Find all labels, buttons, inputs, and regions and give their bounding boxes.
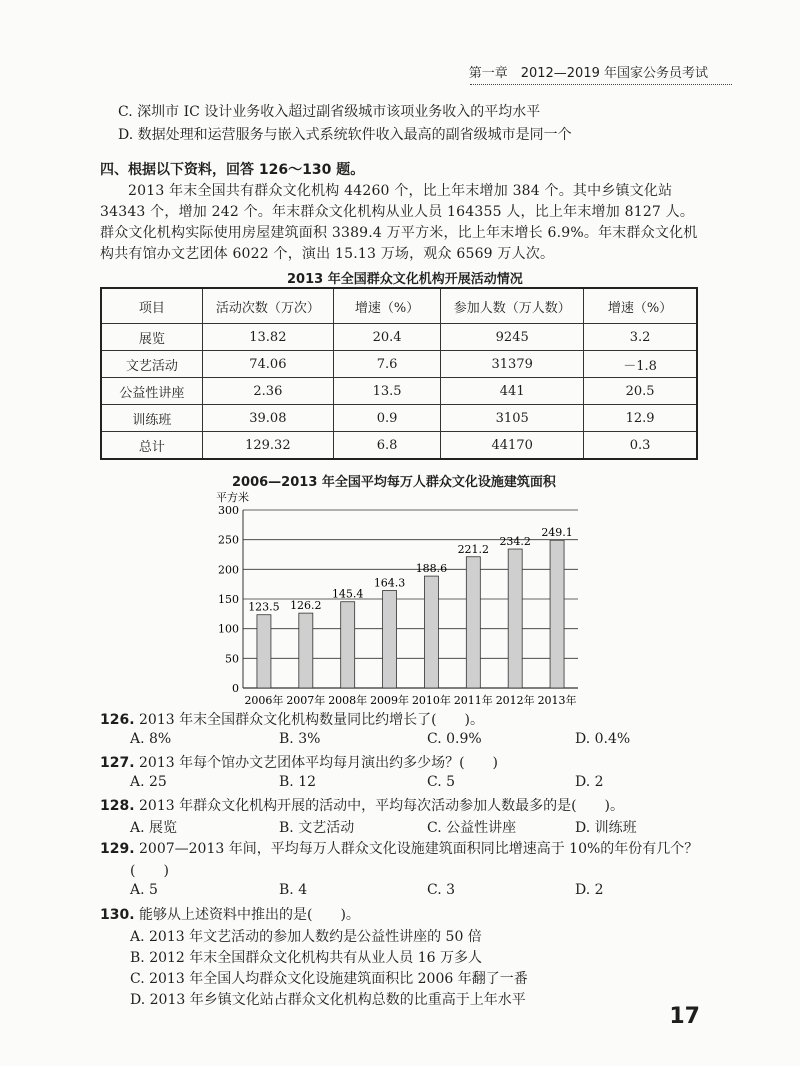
col-header-count-growth: 增速（%）: [333, 288, 440, 324]
table-cell: 13.5: [333, 378, 440, 405]
x-tick-label: 2010年: [411, 694, 451, 707]
table-cell: 训练班: [101, 405, 202, 432]
table-cell: 74.06: [202, 351, 333, 378]
question-130: [100, 904, 360, 924]
bar: [508, 549, 522, 688]
question-129: [100, 838, 698, 858]
y-tick-label: 50: [225, 652, 239, 666]
question-number: 128.: [100, 798, 135, 814]
table-caption: 2013 年全国群众文化机构开展活动情况: [287, 272, 523, 287]
table-cell: 44170: [441, 432, 584, 460]
y-tick-label: 300: [218, 504, 239, 517]
question-text: 2007—2013 年间，平均每万人群众文化设施建筑面积同比增速高于 10%的年份有几个？: [139, 841, 699, 857]
table-row: [101, 405, 697, 432]
data-label: 164.3: [373, 576, 406, 590]
option-a: A. 5: [130, 882, 158, 898]
table-cell: 总计: [101, 432, 202, 460]
col-header-participants-growth: 增速（%）: [584, 288, 697, 324]
question-text: 2013 年群众文化机构开展的活动中，平均每次活动参加人数最多的是( )。: [139, 798, 625, 814]
col-header-item: 项目: [101, 288, 202, 324]
activity-table: [100, 287, 698, 460]
question-text: 2013 年末全国群众文化机构数量同比约增长了( )。: [139, 712, 485, 728]
x-tick-label: 2007年: [286, 694, 326, 707]
table-cell: 3105: [441, 405, 584, 432]
x-tick-label: 2013年: [537, 694, 577, 707]
option-d: D. 2: [575, 774, 604, 790]
table-cell: 129.32: [202, 432, 333, 460]
option-a: A. 2013 年文艺活动的参加人数约是公益性讲座的 50 倍: [130, 929, 482, 945]
option-a: A. 8%: [130, 731, 172, 747]
table-cell: 2.36: [202, 378, 333, 405]
option-c: C. 公益性讲座: [427, 820, 517, 836]
question-text: 2013 年每个馆办文艺团体平均每月演出约多少场？( ): [139, 755, 499, 771]
option-d: D. 2013 年乡镇文化站占群众文化机构总数的比重高于上年水平: [130, 992, 526, 1008]
option-d: D. 0.4%: [575, 731, 631, 747]
option-c: C. 0.9%: [427, 731, 482, 747]
table-cell: 公益性讲座: [101, 378, 202, 405]
option-c: C. 3: [427, 882, 456, 898]
option-b: B. 12: [279, 774, 317, 790]
table-row: [101, 378, 697, 405]
bar: [424, 576, 438, 688]
data-label: 145.4: [331, 587, 364, 601]
header-divider: [470, 84, 732, 85]
table-cell: 31379: [441, 351, 584, 378]
option-b: B. 2012 年末全国群众文化机构共有从业人员 16 万多人: [130, 950, 482, 966]
question-128: [100, 795, 624, 815]
table-cell: 9245: [441, 324, 584, 351]
table-cell: 文艺活动: [101, 351, 202, 378]
option-b: B. 3%: [279, 731, 321, 747]
question-127: [100, 752, 498, 772]
table-cell: 12.9: [584, 405, 697, 432]
question-answer-blank: ( ): [130, 863, 169, 879]
y-tick-label: 250: [218, 533, 239, 547]
table-cell: 3.2: [584, 324, 697, 351]
question-126: [100, 709, 484, 729]
bar: [383, 591, 397, 688]
area-bar-chart: [0, 488, 800, 708]
data-label: 126.2: [290, 599, 322, 613]
table-cell: 6.8: [333, 432, 440, 460]
bar: [466, 557, 480, 688]
table-row: [101, 324, 697, 351]
col-header-participants: 参加人数（万人数）: [441, 288, 584, 324]
table-cell: 39.08: [202, 405, 333, 432]
table-cell: 20.5: [584, 378, 697, 405]
question-text: 能够从上述资料中推出的是( )。: [139, 907, 360, 923]
table-cell: 0.3: [584, 432, 697, 460]
x-tick-label: 2009年: [370, 694, 410, 707]
chart-title: 2006—2013 年全国平均每万人群众文化设施建筑面积: [232, 475, 556, 490]
data-label: 234.2: [499, 535, 531, 549]
table-header-row: [101, 288, 697, 324]
question-number: 129.: [100, 841, 135, 857]
data-label: 249.1: [541, 526, 573, 540]
bar: [257, 615, 271, 688]
y-tick-label: 100: [218, 622, 239, 636]
prev-option-d: D. 数据处理和运营服务与嵌入式系统软件收入最高的副省级城市是同一个: [118, 127, 572, 143]
chart-ylabel: 平方米: [216, 491, 249, 504]
page-number: 17: [669, 1004, 700, 1029]
y-tick-label: 0: [232, 682, 239, 695]
section-paragraph: 2013 年末全国共有群众文化机构 44260 个，比上年末增加 384 个。其中乡镇文化站 34343 个，增加 242 个。年末群众文化机构从业人员 164355 人，比上年末增加 8127 人。群众文化机构实际使用房屋建筑面积 3389.4 万平方米，比上年末增长 6.9%。年末群众文化机构共有馆办文艺团体 6022 个，演出 15.13 万场，观众 6569 万人次。: [100, 183, 698, 262]
option-d: D. 2: [575, 882, 604, 898]
table-cell: 展览: [101, 324, 202, 351]
col-header-count: 活动次数（万次）: [202, 288, 333, 324]
option-a: A. 25: [130, 774, 167, 790]
table-row: [101, 351, 697, 378]
bar: [550, 540, 564, 688]
question-number: 126.: [100, 712, 135, 728]
option-d: D. 训练班: [575, 820, 637, 836]
option-a: A. 展览: [130, 820, 178, 836]
table-cell: 20.4: [333, 324, 440, 351]
table-cell: －1.8: [584, 351, 697, 378]
x-tick-label: 2008年: [328, 694, 368, 707]
bar: [299, 613, 313, 688]
bar: [341, 602, 355, 688]
table-cell: 13.82: [202, 324, 333, 351]
option-c: C. 5: [427, 774, 456, 790]
table-cell: 441: [441, 378, 584, 405]
x-tick-label: 2012年: [495, 694, 535, 707]
question-number: 127.: [100, 755, 135, 771]
y-tick-label: 200: [218, 563, 239, 577]
data-label: 221.2: [457, 542, 490, 556]
data-label: 123.5: [248, 600, 280, 614]
table-row: [101, 432, 697, 460]
option-c: C. 2013 年全国人均群众文化设施建筑面积比 2006 年翻了一番: [130, 971, 528, 987]
data-label: 188.6: [415, 562, 448, 576]
x-tick-label: 2006年: [244, 694, 284, 707]
x-tick-label: 2011年: [453, 694, 493, 707]
option-b: B. 文艺活动: [279, 820, 355, 836]
prev-option-c: C. 深圳市 IC 设计业务收入超过副省级城市该项业务收入的平均水平: [118, 104, 541, 120]
running-header: 第一章 2012—2019 年国家公务员考试: [468, 66, 708, 81]
question-number: 130.: [100, 907, 135, 923]
section-title: 四、根据以下资料，回答 126～130 题。: [100, 162, 365, 178]
option-b: B. 4: [279, 882, 308, 898]
y-tick-label: 150: [218, 593, 239, 606]
table-cell: 7.6: [333, 351, 440, 378]
table-cell: 0.9: [333, 405, 440, 432]
